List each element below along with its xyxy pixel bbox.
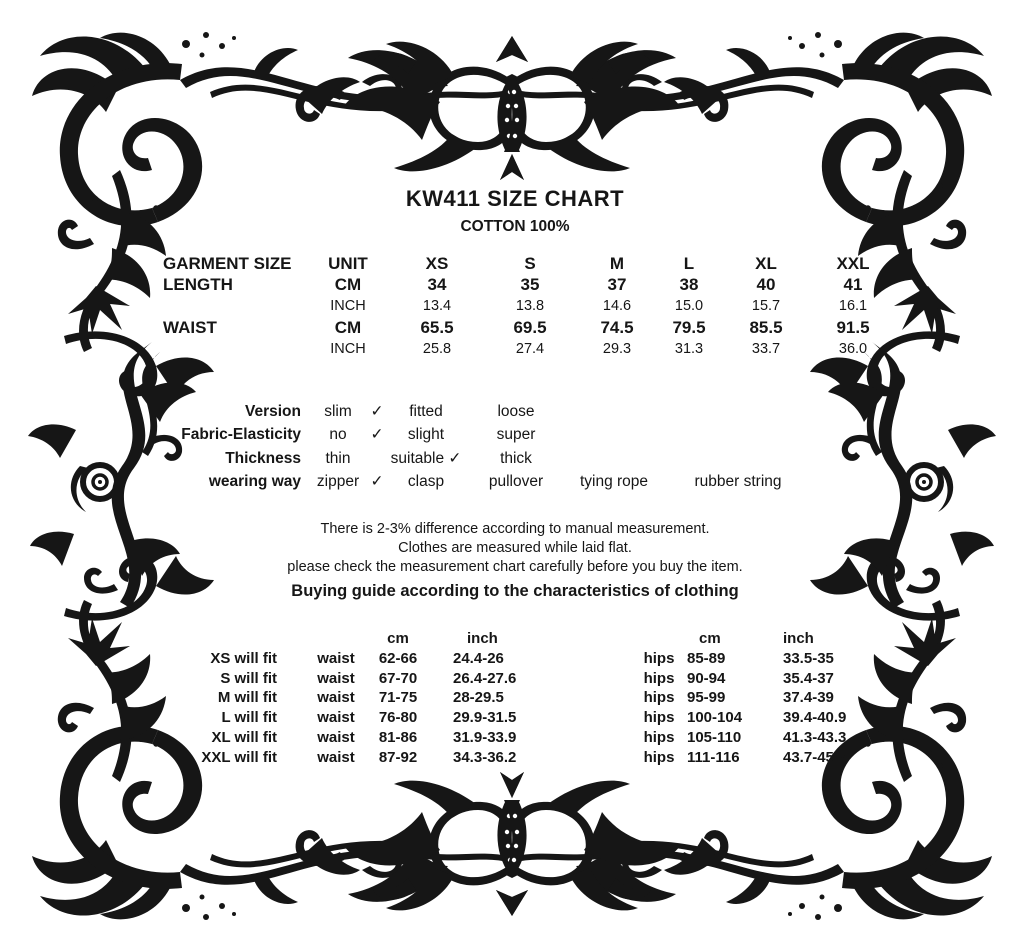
value-cell: 40 <box>756 275 776 295</box>
hips-label: hips <box>643 709 675 727</box>
waist-inch-value: 26.4-27.6 <box>453 669 517 687</box>
measure-label: LENGTH <box>163 275 233 295</box>
feature-label: Version <box>245 403 301 420</box>
value-cell: 36.0 <box>838 340 868 357</box>
hips-label: hips <box>643 689 675 707</box>
feature-label: Fabric-Elasticity <box>181 426 301 444</box>
value-cell: 33.7 <box>751 340 781 357</box>
hips-inch-value: 43.7-45.7 <box>783 748 847 766</box>
cm-header: cm <box>387 630 409 647</box>
hips-cm-value: 111-116 <box>687 748 740 766</box>
value-cell: 74.5 <box>600 318 634 338</box>
fit-size-label: S will fit <box>220 669 277 687</box>
notes-block <box>150 520 880 601</box>
fit-size-label: L will fit <box>221 709 277 727</box>
feature-row <box>150 447 890 470</box>
hips-inch-value: 37.4-39 <box>783 689 834 707</box>
unit-cell: CM <box>334 275 362 295</box>
feature-option: rubber string <box>694 472 782 490</box>
page-title: KW411 SIZE CHART <box>405 186 625 211</box>
fit-guide-row <box>150 708 890 728</box>
size-chart-row <box>150 339 890 360</box>
value-cell: 37 <box>607 275 627 295</box>
fit-size-label: XXL will fit <box>201 748 277 766</box>
hips-cm-value: 105-110 <box>687 728 742 746</box>
feature-option: slim <box>324 403 352 420</box>
value-cell: 79.5 <box>672 318 706 338</box>
value-cell: 34 <box>427 275 447 295</box>
feature-option: slight <box>407 426 445 444</box>
size-chart-header-row <box>150 253 890 274</box>
hips-label: hips <box>643 649 675 667</box>
feature-option: super <box>496 426 536 444</box>
waist-inch-value: 34.3-36.2 <box>453 748 517 766</box>
feature-option: loose <box>497 403 535 420</box>
hips-inch-value: 35.4-37 <box>783 669 834 687</box>
value-cell: 13.8 <box>515 297 545 314</box>
size-header: M <box>609 254 625 273</box>
size-header: XXL <box>836 254 870 273</box>
unit-cell: CM <box>334 318 362 338</box>
garment-size-label: GARMENT SIZE <box>163 254 292 273</box>
hips-label: hips <box>643 728 675 746</box>
waist-inch-value: 24.4-26 <box>453 649 504 667</box>
hips-cm-value: 85-89 <box>687 649 726 667</box>
waist-label: waist <box>317 649 355 667</box>
hips-cm-value: 90-94 <box>687 669 726 687</box>
waist-label: waist <box>317 748 355 766</box>
hips-cm-value: 100-104 <box>687 709 743 727</box>
waist-label: waist <box>317 689 355 707</box>
size-header: XS <box>425 254 449 273</box>
note-line: please check the measurement chart carefully before you buy the item. <box>287 558 743 575</box>
inch-header: inch <box>467 630 498 647</box>
waist-cm-value: 71-75 <box>378 689 418 707</box>
value-cell: 25.8 <box>422 340 452 357</box>
buying-guide-heading: Buying guide according to the characteristics of clothing <box>291 582 739 601</box>
size-header: XL <box>755 254 777 273</box>
value-cell: 41 <box>843 275 863 295</box>
fit-size-label: XL will fit <box>211 728 277 746</box>
inch-header: inch <box>783 630 814 647</box>
value-cell: 91.5 <box>836 318 870 338</box>
fit-size-label: XS will fit <box>210 649 277 667</box>
hips-inch-value: 39.4-40.9 <box>783 709 847 727</box>
hips-label: hips <box>643 748 675 766</box>
waist-label: waist <box>317 709 355 727</box>
value-cell: 65.5 <box>420 318 454 338</box>
note-line: Clothes are measured while laid flat. <box>398 539 632 556</box>
checkmark: ✓ <box>370 403 384 420</box>
feature-label: wearing way <box>208 472 301 490</box>
value-cell: 16.1 <box>838 297 868 314</box>
value-cell: 85.5 <box>749 318 783 338</box>
unit-cell: INCH <box>330 297 366 314</box>
checkmark: ✓ <box>370 472 384 490</box>
value-cell: 13.4 <box>422 297 452 314</box>
waist-cm-value: 87-92 <box>378 748 418 766</box>
size-header: L <box>683 254 695 273</box>
feature-row <box>150 400 890 423</box>
feature-option: thin <box>325 449 351 467</box>
feature-row <box>150 423 890 446</box>
waist-cm-value: 67-70 <box>378 669 418 687</box>
waist-inch-value: 28-29.5 <box>453 689 504 707</box>
feature-option: no <box>329 426 347 444</box>
waist-inch-value: 29.9-31.5 <box>453 709 517 727</box>
hips-label: hips <box>643 669 675 687</box>
fit-guide-row <box>150 669 890 689</box>
feature-option: pullover <box>488 472 544 490</box>
value-cell: 15.0 <box>674 297 704 314</box>
fit-guide-table <box>150 629 890 768</box>
fit-size-label: M will fit <box>217 689 277 707</box>
feature-row <box>150 470 890 493</box>
fit-guide-header-row <box>150 629 890 649</box>
feature-option: clasp <box>407 472 445 490</box>
feature-option: suitable ✓ <box>390 449 462 467</box>
fit-guide-row <box>150 728 890 748</box>
hips-inch-value: 41.3-43.3 <box>783 728 847 746</box>
fit-guide-row <box>150 688 890 708</box>
size-chart-row <box>150 274 890 295</box>
value-cell: 69.5 <box>513 318 547 338</box>
value-cell: 27.4 <box>515 340 545 357</box>
waist-label: waist <box>317 669 355 687</box>
size-chart-row <box>150 317 890 338</box>
feature-option: zipper <box>316 472 360 490</box>
feature-option: thick <box>500 449 532 467</box>
checkmark: ✓ <box>370 426 384 444</box>
size-chart-table <box>150 253 890 360</box>
waist-cm-value: 62-66 <box>378 649 418 667</box>
value-cell: 29.3 <box>602 340 632 357</box>
waist-label: waist <box>317 728 355 746</box>
feature-label: Thickness <box>225 449 301 467</box>
hips-cm-value: 95-99 <box>687 689 726 707</box>
unit-header: UNIT <box>328 254 368 273</box>
measure-label: WAIST <box>163 318 217 338</box>
value-cell: 15.7 <box>751 297 781 314</box>
waist-cm-value: 76-80 <box>378 709 418 727</box>
waist-inch-value: 31.9-33.9 <box>453 728 517 746</box>
size-chart-row <box>150 296 890 317</box>
value-cell: 31.3 <box>674 340 704 357</box>
cm-header: cm <box>699 630 721 647</box>
features-table <box>150 400 890 493</box>
value-cell: 14.6 <box>602 297 632 314</box>
feature-option: tying rope <box>579 472 649 490</box>
feature-option: fitted <box>409 403 443 420</box>
unit-cell: INCH <box>330 340 366 357</box>
hips-inch-value: 33.5-35 <box>783 649 834 667</box>
size-header: S <box>524 254 536 273</box>
value-cell: 35 <box>520 275 540 295</box>
value-cell: 38 <box>679 275 699 295</box>
fit-guide-row <box>150 748 890 768</box>
note-line: There is 2-3% difference according to manual measurement. <box>320 521 710 537</box>
waist-cm-value: 81-86 <box>378 728 418 746</box>
fit-guide-row <box>150 649 890 669</box>
fabric-subtitle: COTTON 100% <box>460 218 570 235</box>
